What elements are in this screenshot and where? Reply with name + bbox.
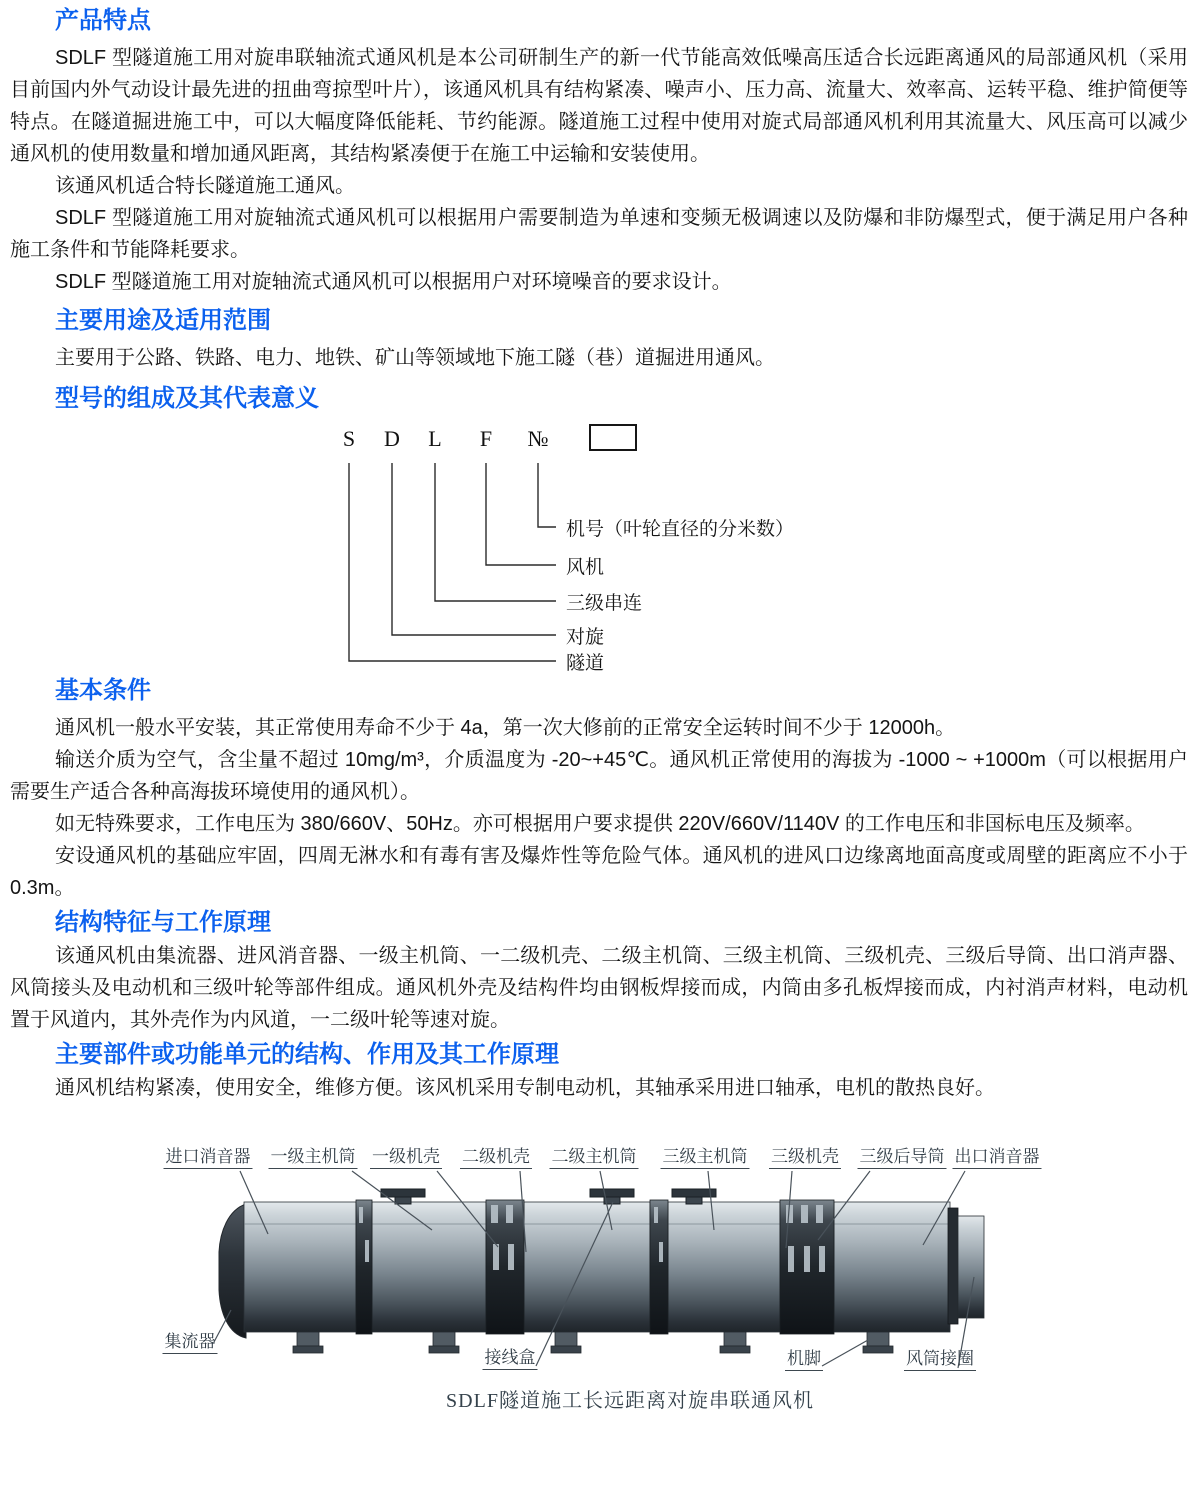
- model-letter-d: D: [384, 426, 400, 451]
- machine-label-outlet-silencer: 出口消音器: [953, 1147, 1042, 1169]
- model-meaning-number: 机号（叶轮直径的分米数）: [566, 519, 795, 540]
- cylinder-stage1: [372, 1202, 486, 1332]
- machine-label-inlet-silencer: 进口消音器: [164, 1147, 253, 1169]
- paragraph: 安设通风机的基础应牢固，四周无淋水和有毒有害及爆炸性等危险气体。通风机的进风口边缘离地面高度或周壁的距离应不小于 0.3m。: [10, 845, 1188, 899]
- model-letter-no: №: [527, 426, 549, 451]
- paragraph: 该通风机适合特长隧道施工通风。: [55, 175, 355, 197]
- section-heading-conditions: 基本条件: [55, 677, 151, 704]
- machine-label-stage3-shell: 三级机壳: [769, 1147, 841, 1169]
- outlet-ring-flange: [948, 1208, 958, 1324]
- machine-label-foot: 机脚: [785, 1349, 823, 1371]
- model-letter-s: S: [342, 426, 356, 451]
- cylinder-stage2: [524, 1202, 650, 1332]
- paragraph: 输送介质为空气，含尘量不超过 10mg/m³，介质温度为 -20~+45℃。通风机正常使用的海拔为 -1000 ~ +1000m（可以根据用户需要生产适合各种高海拔环境使用的通风机）。: [10, 749, 1188, 803]
- inlet-bell: [219, 1204, 246, 1338]
- machine-label-collector: 集流器: [163, 1332, 218, 1354]
- section-heading-structure: 结构特征与工作原理: [55, 909, 271, 936]
- section-heading-usage: 主要用途及适用范围: [55, 307, 271, 334]
- flange-joint-1: [356, 1200, 372, 1334]
- section-heading-model: 型号的组成及其代表意义: [55, 385, 319, 412]
- cylinder-inlet-silencer: [244, 1202, 356, 1332]
- machine-label-stage2-casing-tube: 二级主机筒: [550, 1147, 639, 1169]
- model-meaning-contra-rotating: 对旋: [566, 627, 605, 648]
- section-heading-components: 主要部件或功能单元的结构、作用及其工作原理: [55, 1041, 559, 1068]
- model-letter-l: L: [428, 426, 442, 451]
- paragraph: 通风机结构紧凑，使用安全，维修方便。该风机采用专制电动机，其轴承采用进口轴承，电机的散热良好。: [55, 1077, 995, 1099]
- paragraph: SDLF 型隧道施工用对旋串联轴流式通风机是本公司研制生产的新一代节能高效低噪高压适合长远距离通风的局部通风机（采用目前国内外气动设计最先进的扭曲弯掠型叶片），该通风机具有结构紧凑、噪声小、压力高、流量大、效率高、运转平稳、维护简便等特点。在隧道掘进施工中，可以大幅度降低能耗、节约能源。隧道施工过程中使用对旋式局部通风机利用其流量大、风压高可以减少通风机的使用数量和增加通风距离，其结构紧凑便于在施工中运输和安装使用。: [10, 47, 1188, 165]
- cylinder-stage3: [668, 1202, 780, 1332]
- machine-label-stage3-rear-guide: 三级后导筒: [858, 1147, 947, 1169]
- machine-label-stage1-shell: 一级机壳: [370, 1147, 442, 1169]
- machine-label-stage3-casing-tube: 三级主机筒: [661, 1147, 750, 1169]
- paragraph: 通风机一般水平安装，其正常使用寿命不少于 4a，第一次大修前的正常安全运转时间不少于 12000h。: [55, 717, 956, 739]
- model-number-box: [589, 424, 637, 451]
- fan-assembly-diagram: [0, 1144, 1200, 1444]
- machine-label-stage2-shell: 二级机壳: [460, 1147, 532, 1169]
- flange-joint-3: [650, 1200, 668, 1334]
- machine-label-duct-ring: 风筒接圈: [904, 1349, 976, 1371]
- machine-caption: SDLF隧道施工长远距离对旋串联通风机: [446, 1390, 814, 1412]
- model-meaning-tunnel: 隧道: [566, 653, 605, 674]
- paragraph: SDLF 型隧道施工用对旋轴流式通风机可以根据用户对环境噪音的要求设计。: [55, 271, 732, 293]
- model-letter-f: F: [479, 426, 493, 451]
- section-heading-features: 产品特点: [55, 7, 151, 34]
- machine-label-junction-box: 接线盒: [483, 1348, 538, 1370]
- model-meaning-fan: 风机: [566, 557, 605, 578]
- model-code-diagram: [0, 416, 1200, 674]
- paragraph: 主要用于公路、铁路、电力、地铁、矿山等领域地下施工隧（巷）道掘进用通风。: [55, 347, 775, 369]
- outlet-tube: [958, 1216, 984, 1318]
- paragraph: SDLF 型隧道施工用对旋轴流式通风机可以根据用户需要制造为单速和变频无极调速以及防爆和非防爆型式，便于满足用户各种施工条件和节能降耗要求。: [10, 207, 1188, 261]
- paragraph: 如无特殊要求，工作电压为 380/660V、50Hz。亦可根据用户要求提供 220V/660V/1140V 的工作电压和非国标电压及频率。: [55, 813, 1145, 835]
- machine-label-stage1-casing-tube: 一级主机筒: [269, 1147, 358, 1169]
- cylinder-outlet-silencer: [834, 1202, 950, 1332]
- model-meaning-three-stage: 三级串连: [566, 593, 643, 614]
- paragraph: 该通风机由集流器、进风消音器、一级主机筒、一二级机壳、二级主机筒、三级主机筒、三级机壳、三级后导筒、出口消声器、风筒接头及电动机和三级叶轮等部件组成。通风机外壳及结构件均由钢板焊接而成，内筒由多孔板焊接而成，内衬消声材料，电动机置于风道内，其外壳作为内风道，一二级叶轮等速对旋。: [10, 945, 1188, 1031]
